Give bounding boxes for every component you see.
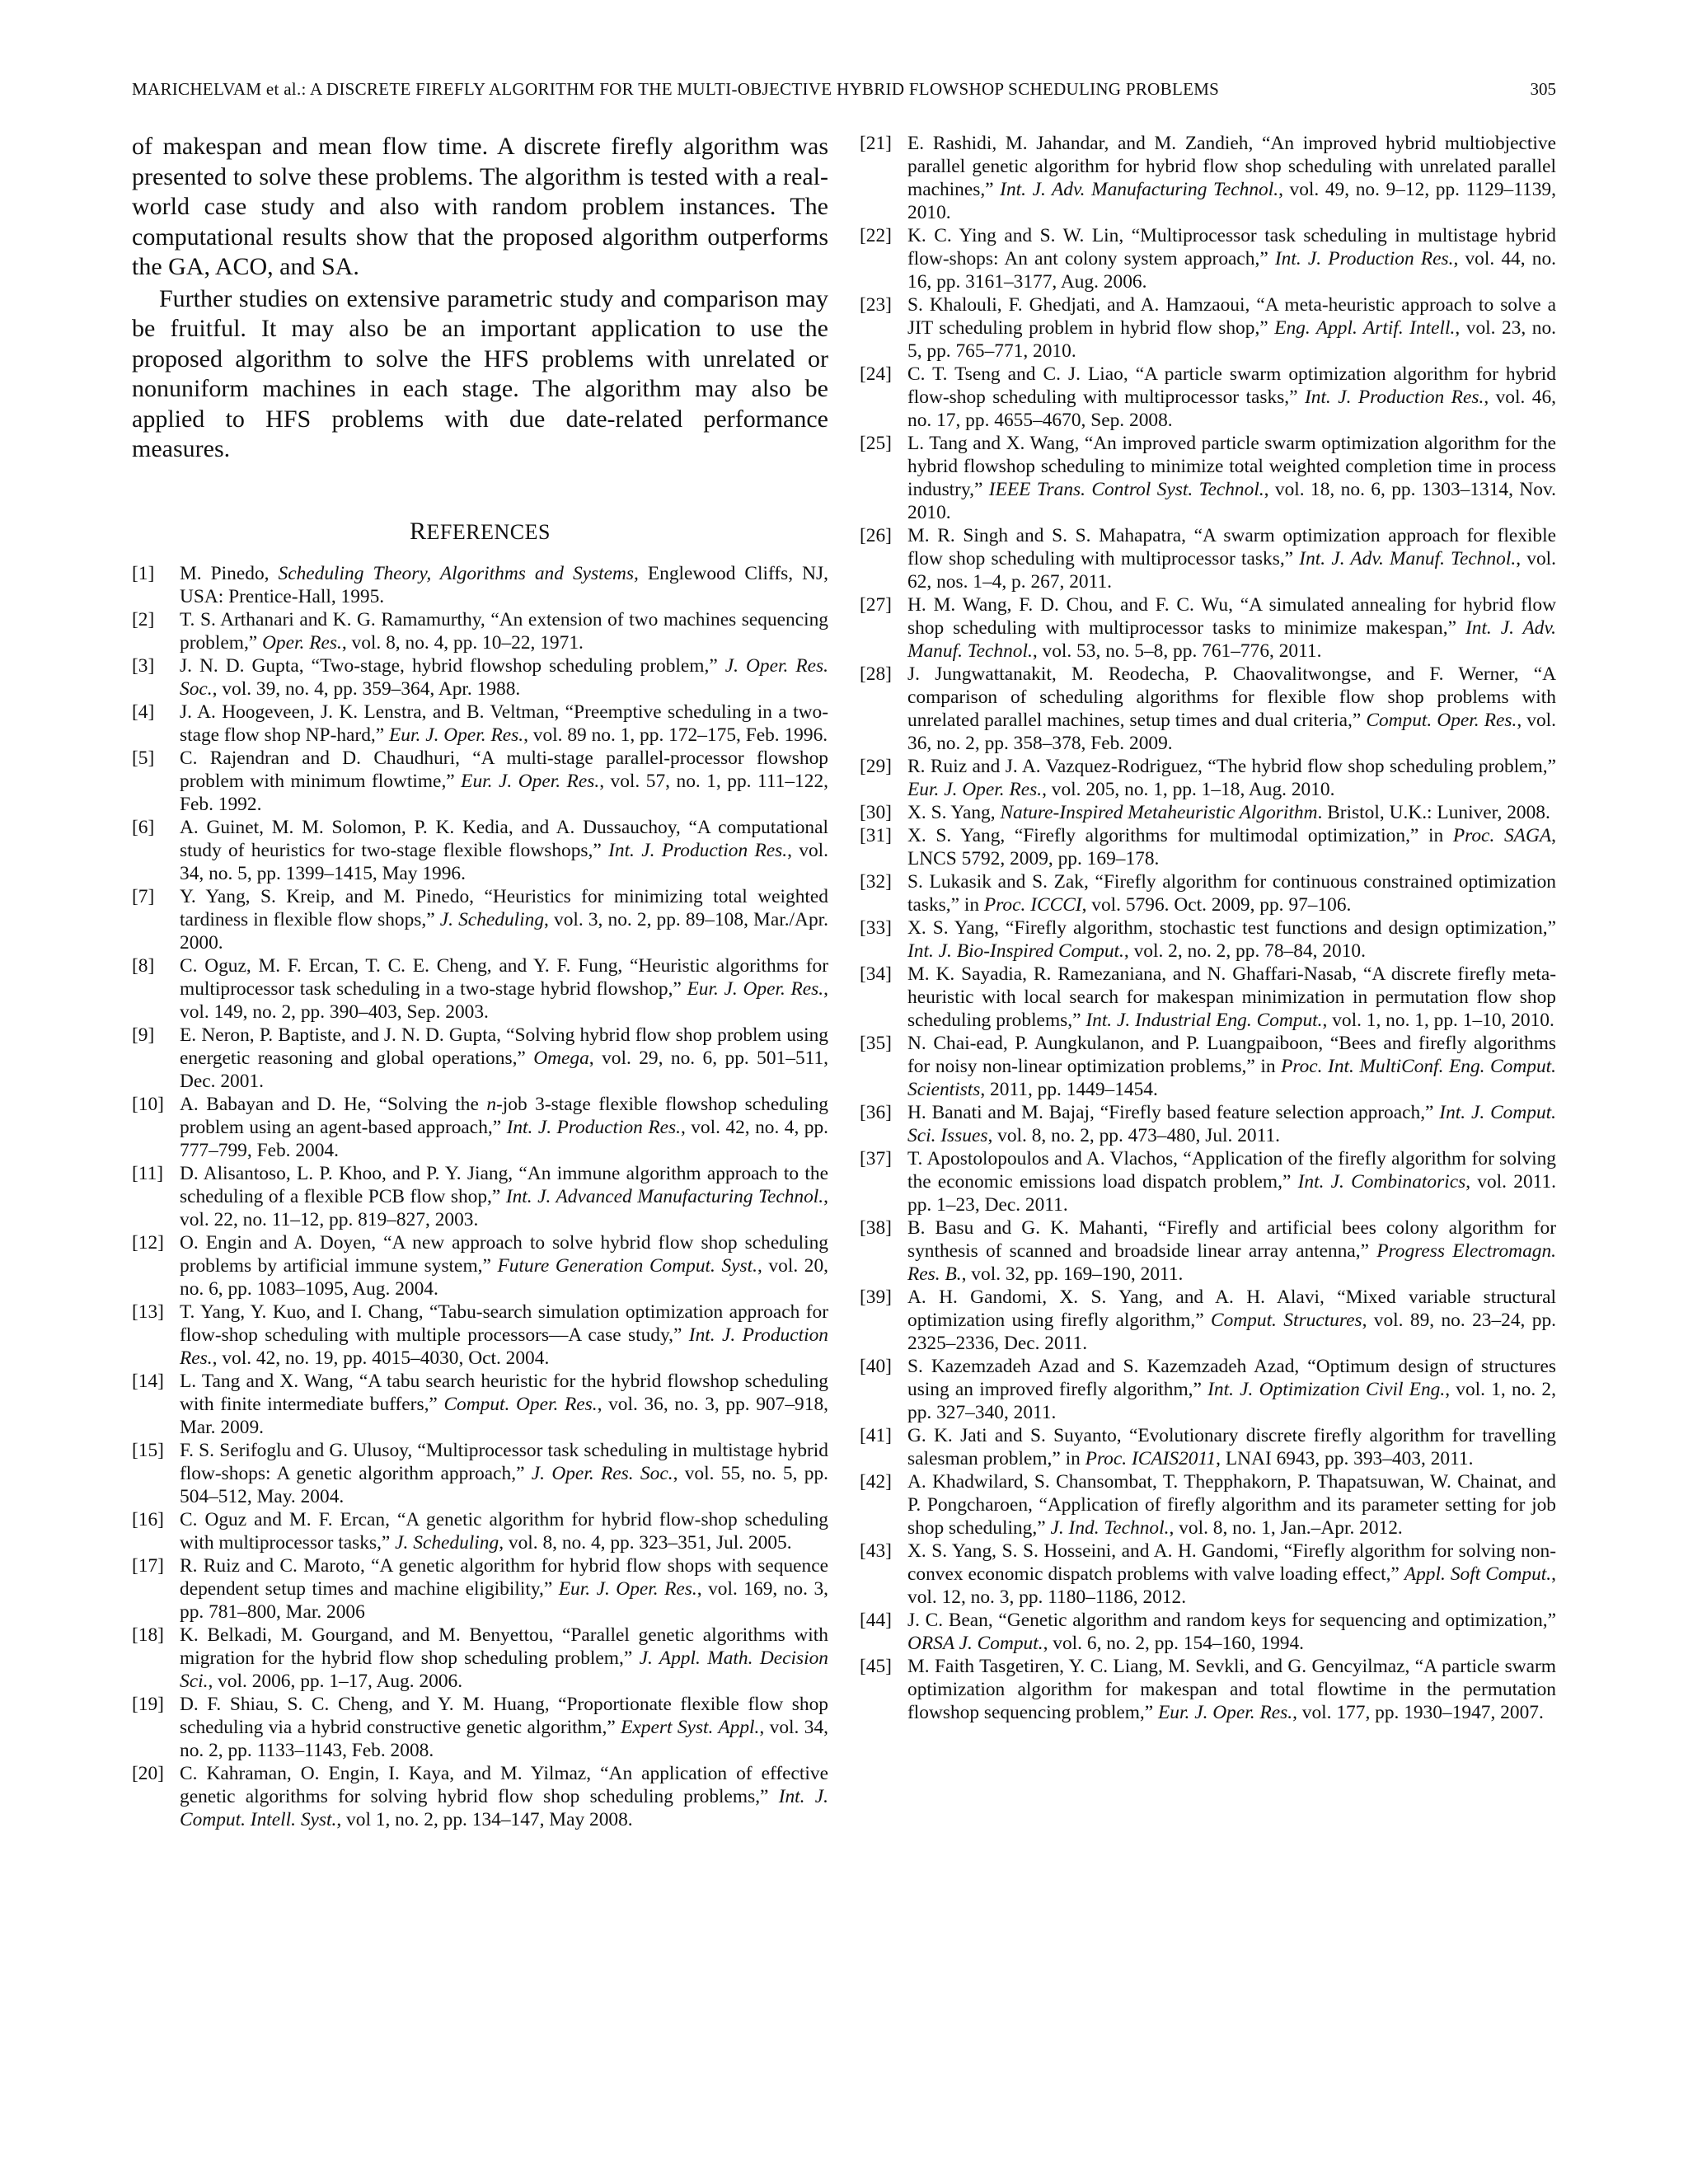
reference-number: [11] [132,1162,164,1184]
reference-number: [10] [132,1093,164,1115]
reference-item [132,885,828,954]
reference-text: J. N. D. Gupta, “Two-stage, hybrid flowshop scheduling problem,” J. Oper. Res. Soc., vol. 39, no. 4, pp. 359–364, Apr. 1988. [180,654,828,700]
reference-item [860,963,1556,1032]
body-paragraph: of makespan and mean flow time. A discrete firefly algorithm was presented to solve these problems. The algorithm is tested with a real-world case study and also with random problem instances. The computational results show that the proposed algorithm outperforms the GA, ACO, and SA. [132,133,828,280]
reference-number: [15] [132,1439,164,1461]
reference-item [860,801,1556,824]
reference-number: [26] [860,525,892,546]
reference-text: H. Banati and M. Bajaj, “Firefly based feature selection approach,” Int. J. Comput. Sci. Issues, vol. 8, no. 2, pp. 473–480, Jul. 2011. [907,1102,1556,1146]
reference-number: [7] [132,885,155,907]
reference-text: T. Yang, Y. Kuo, and I. Chang, “Tabu-search simulation optimization approach for flow-shop scheduling with multiple processors—A case study,” Int. J. Production Res., vol. 42, no. 19, pp. 4015–4030, Oct. 2004. [180,1301,829,1369]
reference-number: [33] [860,917,892,939]
reference-item [860,1286,1556,1355]
reference-text: O. Engin and A. Doyen, “A new approach to solve hybrid flow shop scheduling problems by artificial immune system,” Future Generation Comput. Syst., vol. 20, no. 6, pp. 1083–1095, Aug. 2004. [180,1231,828,1300]
reference-item [132,1554,828,1624]
reference-number: [19] [132,1693,164,1715]
reference-item [860,755,1556,801]
reference-number: [45] [860,1656,892,1677]
reference-number: [1] [132,562,155,584]
reference-item [132,1162,828,1231]
reference-number: [44] [860,1610,892,1631]
reference-number: [22] [860,225,892,246]
reference-number: [2] [132,608,155,630]
reference-item [860,1540,1556,1609]
reference-text: N. Chai-ead, P. Aungkulanon, and P. Luangpaiboon, “Bees and firefly algorithms for noisy non-linear optimization problems,” in Proc. Int. MultiConf. Eng. Comput. Scientists, 2011, pp. 1449–1454. [907,1033,1556,1100]
reference-text: T. S. Arthanari and K. G. Ramamurthy, “An extension of two machines sequencing problem,” Oper. Res., vol. 8, no. 4, pp. 10–22, 1971. [180,608,828,654]
reference-number: [25] [860,433,892,454]
reference-item [860,1355,1556,1424]
reference-number: [40] [860,1356,892,1377]
reference-number: [29] [860,756,892,777]
reference-item [860,1470,1556,1540]
reference-item [132,747,828,816]
reference-text: Y. Yang, S. Kreip, and M. Pinedo, “Heuristics for minimizing total weighted tardiness in flexible flow shops,” J. Scheduling, vol. 3, no. 2, pp. 89–108, Mar./Apr. 2000. [180,885,828,954]
reference-item [132,1301,828,1370]
reference-number: [20] [132,1762,164,1784]
page-number: 305 [1530,79,1556,99]
reference-text: R. Ruiz and C. Maroto, “A genetic algorithm for hybrid flow shops with sequence dependent setup times and machine eligibility,” Eur. J. Oper. Res., vol. 169, no. 3, pp. 781–800, Mar. 2006 [180,1554,828,1623]
reference-number: [30] [860,802,892,823]
reference-item [860,224,1556,293]
reference-text: L. Tang and X. Wang, “An improved particle swarm optimization algorithm for the hybrid flowshop scheduling to minimize total weighted completion time in process industry,” IEEE Trans. Control Syst. Technol., vol. 18, no. 6, pp. 1303–1314, Nov. 2010. [907,433,1556,523]
reference-text: C. Oguz, M. F. Ercan, T. C. E. Cheng, and Y. F. Fung, “Heuristic algorithms for multiprocessor task scheduling in a two-stage hybrid flowshop,” Eur. J. Oper. Res., vol. 149, no. 2, pp. 390–403, Sep. 2003. [180,954,828,1023]
reference-item [860,824,1556,870]
reference-number: [24] [860,363,892,385]
reference-item [860,916,1556,963]
reference-text: E. Neron, P. Baptiste, and J. N. D. Gupta, “Solving hybrid flow shop problem using energetic reasoning and global operations,” Omega, vol. 29, no. 6, pp. 501–511, Dec. 2001. [180,1024,829,1092]
reference-item [860,524,1556,593]
reference-item [860,593,1556,663]
reference-item [860,870,1556,916]
reference-text: T. Apostolopoulos and A. Vlachos, “Application of the firefly algorithm for solving the economic emissions load dispatch problem,” Int. J. Combinatorics, vol. 2011. pp. 1–23, Dec. 2011. [907,1148,1557,1216]
references-heading: REFERENCES [410,517,551,545]
running-header [132,79,1556,105]
reference-item [132,701,828,747]
reference-text: D. Alisantoso, L. P. Khoo, and P. Y. Jiang, “An immune algorithm approach to the scheduling of a flexible PCB flow shop,” Int. J. Advanced Manufacturing Technol., vol. 22, no. 11–12, pp. 819–827, 2003. [180,1162,828,1230]
reference-number: [21] [860,133,892,154]
reference-item [132,1693,828,1762]
reference-text: M. Faith Tasgetiren, Y. C. Liang, M. Sevkli, and G. Gencyilmaz, “A particle swarm optimization algorithm for makespan and total flowtime in the permutation flowshop sequencing problem,” Eur. J. Oper. Res., vol. 177, pp. 1930–1947, 2007. [907,1656,1556,1723]
reference-number: [42] [860,1471,892,1493]
reference-text: M. K. Sayadia, R. Ramezaniana, and N. Ghaffari-Nasab, “A discrete firefly meta-heuristic with local search for makespan minimization in permutation flow shop scheduling problems,” Int. J. Industrial Eng. Comput., vol. 1, no. 1, pp. 1–10, 2010. [907,963,1556,1031]
reference-text: M. R. Singh and S. S. Mahapatra, “A swarm optimization approach for flexible flow shop scheduling with multiprocessor tasks,” Int. J. Adv. Manuf. Technol., vol. 62, nos. 1–4, p. 267, 2011. [907,525,1556,593]
reference-item [132,1508,828,1554]
reference-text: M. Pinedo, Scheduling Theory, Algorithms and Systems, Englewood Cliffs, NJ, USA: Prentice-Hall, 1995. [180,562,828,607]
reference-number: [41] [860,1425,892,1446]
reference-item [860,432,1556,524]
reference-item [860,1424,1556,1470]
reference-list-left [132,562,828,1831]
reference-text: J. A. Hoogeveen, J. K. Lenstra, and B. Veltman, “Preemptive scheduling in a two-stage flow shop NP-hard,” Eur. J. Oper. Res., vol. 89 no. 1, pp. 172–175, Feb. 1996. [180,701,828,746]
reference-text: K. C. Ying and S. W. Lin, “Multiprocessor task scheduling in multistage hybrid flow-shops: An ant colony system approach,” Int. J. Production Res., vol. 44, no. 16, pp. 3161–3177, Aug. 2006. [907,225,1557,293]
reference-item [132,816,828,885]
reference-number: [13] [132,1301,164,1323]
reference-number: [9] [132,1024,155,1046]
reference-number: [4] [132,701,155,723]
reference-text: A. Guinet, M. M. Solomon, P. K. Kedia, and A. Dussauchoy, “A computational study of heuristics for two-stage flexible flowshops,” Int. J. Production Res., vol. 34, no. 5, pp. 1399–1415, May 1996. [180,816,828,884]
reference-text: A. Babayan and D. He, “Solving the n-job 3-stage flexible flowshop scheduling problem using an agent-based approach,” Int. J. Production Res., vol. 42, no. 4, pp. 777–799, Feb. 2004. [180,1093,828,1161]
reference-number: [5] [132,747,155,769]
reference-number: [37] [860,1148,892,1169]
reference-text: S. Lukasik and S. Zak, “Firefly algorithm for continuous constrained optimization tasks,” in Proc. ICCCI, vol. 5796. Oct. 2009, pp. 97–106. [907,871,1556,916]
reference-text: X. S. Yang, Nature-Inspired Metaheuristic Algorithm. Bristol, U.K.: Luniver, 2008. [907,802,1550,823]
reference-number: [8] [132,954,155,977]
reference-number: [36] [860,1102,892,1123]
reference-item [860,1655,1556,1724]
reference-text: X. S. Yang, S. S. Hosseini, and A. H. Gandomi, “Firefly algorithm for solving non-convex economic dispatch problems with valve loading effect,” Appl. Soft Comput., vol. 12, no. 3, pp. 1180–1186, 2012. [907,1540,1556,1608]
reference-item [860,293,1556,363]
reference-item [132,1370,828,1439]
reference-number: [17] [132,1554,164,1577]
reference-text: J. C. Bean, “Genetic algorithm and random keys for sequencing and optimization,” ORSA J. Comput., vol. 6, no. 2, pp. 154–160, 1994. [907,1610,1556,1654]
reference-item [860,1147,1556,1216]
reference-number: [38] [860,1217,892,1239]
reference-text: S. Khalouli, F. Ghedjati, and A. Hamzaoui, “A meta-heuristic approach to solve a JIT scheduling problem in hybrid flow shop,” Eng. Appl. Artif. Intell., vol. 23, no. 5, pp. 765–771, 2010. [907,294,1556,362]
reference-item [132,954,828,1024]
reference-text: F. S. Serifoglu and G. Ulusoy, “Multiprocessor task scheduling in multistage hybrid flow-shops: A genetic algorithm approach,” J. Oper. Res. Soc., vol. 55, no. 5, pp. 504–512, May. 2004. [180,1439,828,1507]
reference-number: [39] [860,1286,892,1308]
reference-text: K. Belkadi, M. Gourgand, and M. Benyettou, “Parallel genetic algorithms with migration for the hybrid flow shop scheduling problem,” J. Appl. Math. Decision Sci., vol. 2006, pp. 1–17, Aug. 2006. [180,1624,828,1692]
reference-number: [23] [860,294,892,316]
reference-number: [34] [860,963,892,985]
reference-item [132,654,828,701]
reference-text: A. Khadwilard, S. Chansombat, T. Thepphakorn, P. Thapatsuwan, W. Chainat, and P. Pongcharoen, “Application of firefly algorithm and its parameter setting for job shop scheduling,” J. Ind. Technol., vol. 8, no. 1, Jan.–Apr. 2012. [907,1471,1556,1539]
reference-number: [6] [132,816,155,838]
reference-item [132,1093,828,1162]
reference-text: C. Oguz and M. F. Ercan, “A genetic algorithm for hybrid flow-shop scheduling with multiprocessor tasks,” J. Scheduling, vol. 8, no. 4, pp. 323–351, Jul. 2005. [180,1508,828,1554]
reference-item [132,1624,828,1693]
left-column [132,132,828,1831]
reference-text: S. Kazemzadeh Azad and S. Kazemzadeh Azad, “Optimum design of structures using an improved firefly algorithm,” Int. J. Optimization Civil Eng., vol. 1, no. 2, pp. 327–340, 2011. [907,1356,1556,1423]
reference-text: B. Basu and G. K. Mahanti, “Firefly and artificial bees colony algorithm for synthesis of scanned and broadside linear array antenna,” Progress Electromagn. Res. B., vol. 32, pp. 169–190, 2011. [907,1217,1557,1285]
reference-number: [28] [860,663,892,685]
running-title: MARICHELVAM et al.: A DISCRETE FIREFLY ALGORITHM FOR THE MULTI-OBJECTIVE HYBRID FLOWSHOP SCHEDULING PROBLEMS [132,79,1220,99]
reference-item [132,1231,828,1301]
reference-text: R. Ruiz and J. A. Vazquez-Rodriguez, “The hybrid flow shop scheduling problem,” Eur. J. Oper. Res., vol. 205, no. 1, pp. 1–18, Aug. 2010. [907,756,1556,800]
reference-item [132,1024,828,1093]
reference-text: E. Rashidi, M. Jahandar, and M. Zandieh, “An improved hybrid multiobjective parallel genetic algorithm for hybrid flow shop scheduling with unrelated parallel machines,” Int. J. Adv. Manufacturing Technol., vol. 49, no. 9–12, pp. 1129–1139, 2010. [907,133,1556,223]
reference-item [860,1032,1556,1101]
reference-text: X. S. Yang, “Firefly algorithm, stochastic test functions and design optimization,” Int. J. Bio-Inspired Comput., vol. 2, no. 2, pp. 78–84, 2010. [907,917,1556,962]
reference-text: C. Kahraman, O. Engin, I. Kaya, and M. Yilmaz, “An application of effective genetic algorithms for solving hybrid flow shop scheduling problems,” Int. J. Comput. Intell. Syst., vol 1, no. 2, pp. 134–147, May 2008. [180,1762,828,1830]
reference-number: [35] [860,1033,892,1054]
reference-number: [31] [860,825,892,846]
right-column [860,132,1556,1724]
reference-text: C. T. Tseng and C. J. Liao, “A particle swarm optimization algorithm for hybrid flow-shop scheduling with multiprocessor tasks,” Int. J. Production Res., vol. 46, no. 17, pp. 4655–4670, Sep. 2008. [907,363,1556,431]
reference-number: [43] [860,1540,892,1562]
reference-item [860,1609,1556,1655]
reference-number: [32] [860,871,892,893]
body-paragraph: Further studies on extensive parametric study and comparison may be fruitful. It may also be an important application to use the proposed algorithm to solve the HFS problems with unrelated or nonuniform machines in each stage. The algorithm may also be applied to HFS problems with due date-related performance measures. [132,284,828,462]
reference-item [860,663,1556,755]
reference-number: [27] [860,594,892,616]
reference-number: [18] [132,1624,164,1646]
reference-text: H. M. Wang, F. D. Chou, and F. C. Wu, “A simulated annealing for hybrid flow shop scheduling with multiprocessor tasks to minimize makespan,” Int. J. Adv. Manuf. Technol., vol. 53, no. 5–8, pp. 761–776, 2011. [907,594,1556,662]
reference-text: G. K. Jati and S. Suyanto, “Evolutionary discrete firefly algorithm for travelling salesman problem,” in Proc. ICAIS2011, LNAI 6943, pp. 393–403, 2011. [907,1425,1556,1469]
reference-item [132,562,828,608]
reference-item [860,1101,1556,1147]
reference-item [132,608,828,654]
reference-text: J. Jungwattanakit, M. Reodecha, P. Chaovalitwongse, and F. Werner, “A comparison of scheduling algorithms for flexible flow shop problems with unrelated parallel machines, setup times and dual criteria,” Comput. Oper. Res., vol. 36, no. 2, pp. 358–378, Feb. 2009. [907,663,1556,754]
reference-text: D. F. Shiau, S. C. Cheng, and Y. M. Huang, “Proportionate flexible flow shop scheduling via a hybrid constructive genetic algorithm,” Expert Syst. Appl., vol. 34, no. 2, pp. 1133–1143, Feb. 2008. [180,1693,828,1761]
reference-number: [12] [132,1231,164,1254]
reference-item [132,1762,828,1831]
reference-item [132,1439,828,1508]
reference-text: X. S. Yang, “Firefly algorithms for multimodal optimization,” in Proc. SAGA, LNCS 5792, 2009, pp. 169–178. [907,825,1556,869]
reference-item [860,132,1556,224]
reference-text: L. Tang and X. Wang, “A tabu search heuristic for the hybrid flowshop scheduling with finite intermediate buffers,” Comput. Oper. Res., vol. 36, no. 3, pp. 907–918, Mar. 2009. [180,1370,828,1438]
reference-number: [16] [132,1508,164,1530]
reference-text: C. Rajendran and D. Chaudhuri, “A multi-stage parallel-processor flowshop problem with minimum flowtime,” Eur. J. Oper. Res., vol. 57, no. 1, pp. 111–122, Feb. 1992. [180,747,828,815]
reference-number: [14] [132,1370,164,1392]
conclusion-text [132,132,828,465]
reference-item [860,1216,1556,1286]
reference-item [860,363,1556,432]
reference-list-right [860,132,1556,1724]
reference-number: [3] [132,654,155,677]
reference-text: A. H. Gandomi, X. S. Yang, and A. H. Alavi, “Mixed variable structural optimization using firefly algorithm,” Comput. Structures, vol. 89, no. 23–24, pp. 2325–2336, Dec. 2011. [907,1286,1556,1354]
